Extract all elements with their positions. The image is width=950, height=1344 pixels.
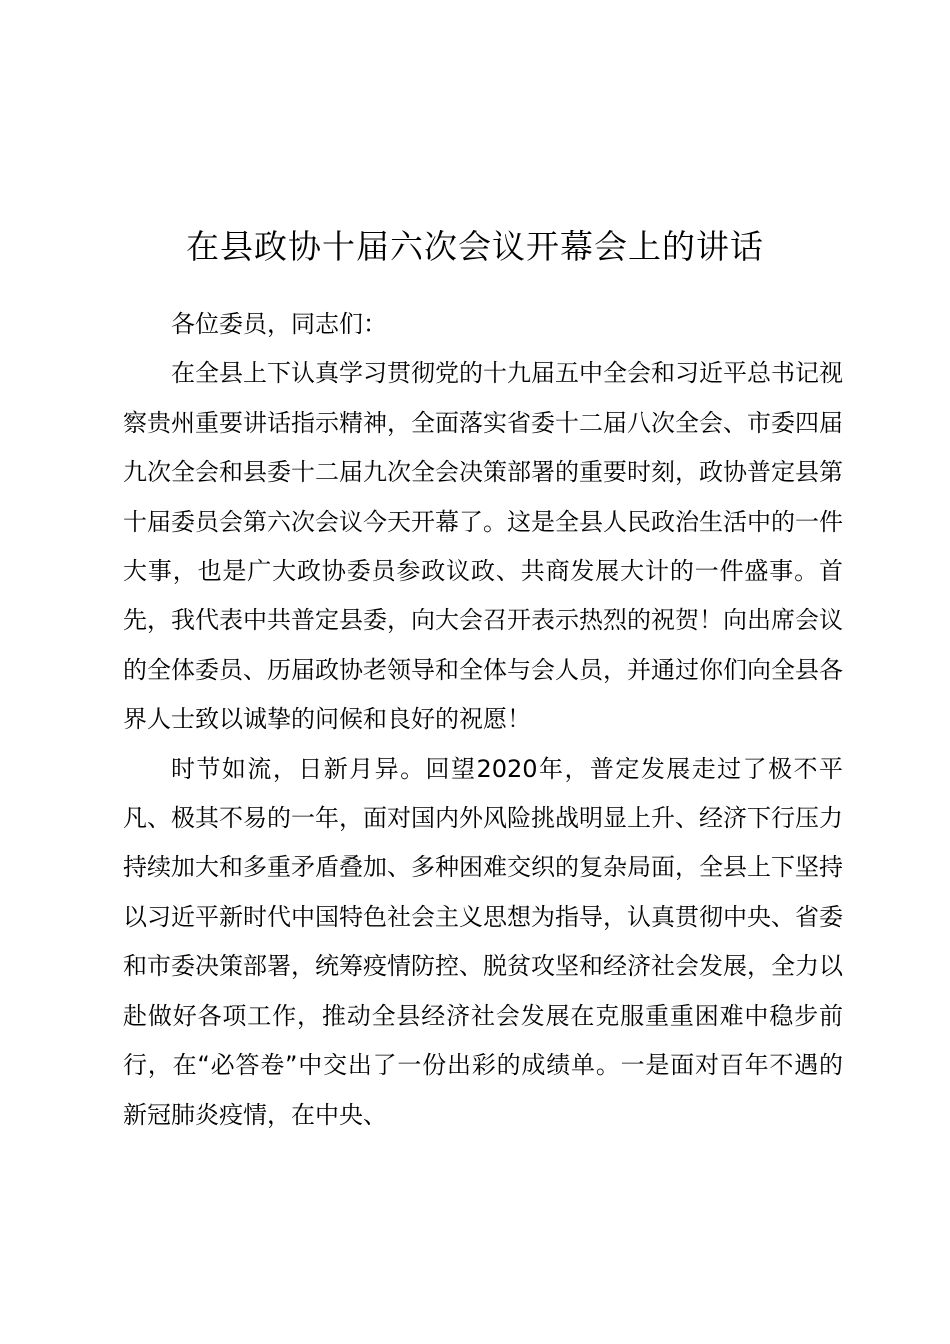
document-body [123,300,843,1140]
body-paragraph: 时节如流，日新月异。回望2020年，普定发展走过了极不平凡、极其不易的一年，面对国内外风险挑战明显上升、经济下行压力持续加大和多重矛盾叠加、多种困难交织的复杂局面，全县上下坚持以习近平新时代中国特色社会主义思想为指导，认真贯彻中央、省委和市委决策部署，统筹疫情防控、脱贫攻坚和经济社会发展，全力以赴做好各项工作，推动全县经济社会发展在克服重重困难中稳步前行，在“必答卷”中交出了一份出彩的成绩单。一是面对百年不遇的新冠肺炎疫情，在中央、 [123,754,843,1129]
document-title: 在县政协十届六次会议开幕会上的讲话 [186,227,764,266]
body-paragraph: 在全县上下认真学习贯彻党的十九届五中全会和习近平总书记视察贵州重要讲话指示精神，全面落实省委十二届八次全会、市委四届九次全会和县委十二届九次全会决策部署的重要时刻，政协普定县第十届委员会第六次会议今天开幕了。这是全县人民政治生活中的一件大事，也是广大政协委员参政议政、共商发展大计的一件盛事。首先，我代表中共普定县委，向大会召开表示热烈的祝贺！向出席会议的全体委员、历届政协老领导和全体与会人员，并通过你们向全县各界人士致以诚挚的问候和良好的祝愿！ [123,359,843,734]
salutation-paragraph: 各位委员，同志们： [171,310,387,338]
